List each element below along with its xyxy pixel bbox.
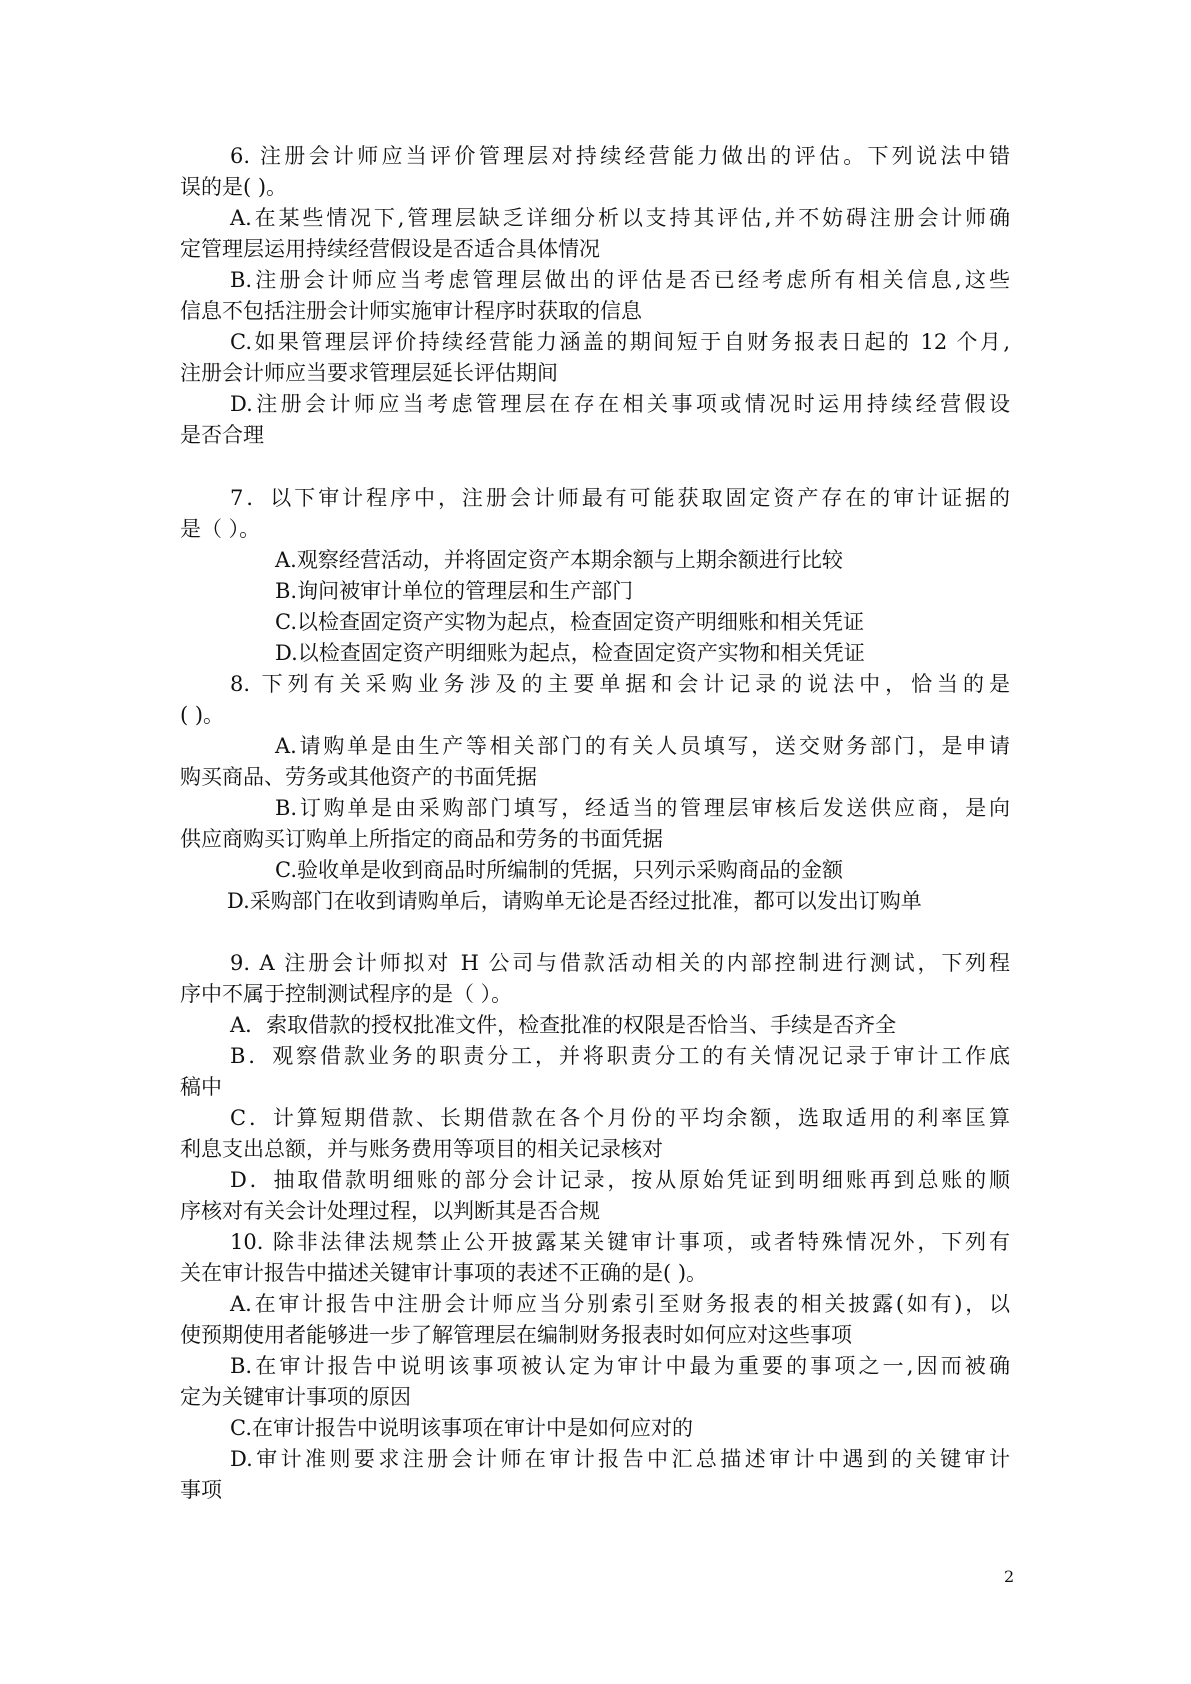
question-7-option-d: D.以检查固定资产明细账为起点，检查固定资产实物和相关凭证 xyxy=(275,641,865,665)
question-6-option-d-line-1: D.注册会计师应当考虑管理层在存在相关事项或情况时运用持续经营假设 xyxy=(230,392,1010,416)
question-7-option-c: C.以检查固定资产实物为起点，检查固定资产明细账和相关凭证 xyxy=(275,610,864,634)
question-9-stem-line-2: 序中不属于控制测试程序的是（ ）。 xyxy=(180,982,513,1006)
question-6-option-c-line-1: C.如果管理层评价持续经营能力涵盖的期间短于自财务报表日起的 12 个月, xyxy=(230,330,1010,354)
question-10-option-c: C.在审计报告中说明该事项在审计中是如何应对的 xyxy=(230,1416,693,1440)
question-8-option-c: C.验收单是收到商品时所编制的凭据，只列示采购商品的金额 xyxy=(275,858,843,882)
question-7-option-b: B.询问被审计单位的管理层和生产部门 xyxy=(275,579,634,603)
question-10-option-b-line-1: B.在审计报告中说明该事项被认定为审计中最为重要的事项之一,因而被确 xyxy=(230,1354,1010,1378)
question-spacer xyxy=(180,917,1010,948)
question-10-option-d-line-2: 事项 xyxy=(180,1478,222,1502)
question-7-stem-line-1: 7．以下审计程序中，注册会计师最有可能获取固定资产存在的审计证据的 xyxy=(230,486,1010,510)
question-10-option-a-line-1: A.在审计报告中注册会计师应当分别索引至财务报表的相关披露(如有)，以 xyxy=(230,1292,1010,1316)
page-content xyxy=(180,141,1010,1506)
question-6 xyxy=(180,141,1010,451)
question-6-option-d-line-2: 是否合理 xyxy=(180,423,264,447)
question-8 xyxy=(180,669,1010,917)
question-9-option-b-line-1: B．观察借款业务的职责分工，并将职责分工的有关情况记录于审计工作底 xyxy=(230,1044,1010,1068)
question-6-option-c-line-2: 注册会计师应当要求管理层延长评估期间 xyxy=(180,361,558,385)
question-6-option-b-line-2: 信息不包括注册会计师实施审计程序时获取的信息 xyxy=(180,299,642,323)
question-8-option-a-line-1: A.请购单是由生产等相关部门的有关人员填写，送交财务部门，是申请 xyxy=(275,734,1010,758)
question-9-option-c-line-2: 利息支出总额，并与账务费用等项目的相关记录核对 xyxy=(180,1137,663,1161)
question-6-option-a-line-1: A.在某些情况下,管理层缺乏详细分析以支持其评估,并不妨碍注册会计师确 xyxy=(230,206,1010,230)
question-10-option-a-line-2: 使预期使用者能够进一步了解管理层在编制财务报表时如何应对这些事项 xyxy=(180,1323,852,1347)
question-9-option-c-line-1: C．计算短期借款、长期借款在各个月份的平均余额，选取适用的利率匡算 xyxy=(230,1106,1010,1130)
question-8-option-b-line-2: 供应商购买订购单上所指定的商品和劳务的书面凭据 xyxy=(180,827,663,851)
question-6-option-a-line-2: 定管理层运用持续经营假设是否适合具体情况 xyxy=(180,237,600,261)
question-6-stem-line-2: 误的是( )。 xyxy=(180,175,288,199)
question-6-stem-line-1: 6. 注册会计师应当评价管理层对持续经营能力做出的评估。下列说法中错 xyxy=(230,144,1010,168)
question-9 xyxy=(180,948,1010,1227)
question-10-stem-line-1: 10. 除非法律法规禁止公开披露某关键审计事项，或者特殊情况外，下列有 xyxy=(230,1230,1010,1254)
question-8-stem-line-1: 8. 下列有关采购业务涉及的主要单据和会计记录的说法中，恰当的是 xyxy=(230,672,1010,696)
question-9-stem-line-1: 9. A 注册会计师拟对 H 公司与借款活动相关的内部控制进行测试，下列程 xyxy=(230,951,1010,975)
question-10-option-b-line-2: 定为关键审计事项的原因 xyxy=(180,1385,411,1409)
question-9-option-a: A．索取借款的授权批准文件，检查批准的权限是否恰当、手续是否齐全 xyxy=(230,1013,897,1037)
page-number: 2 xyxy=(1004,1567,1015,1586)
question-10-option-d-line-1: D.审计准则要求注册会计师在审计报告中汇总描述审计中遇到的关键审计 xyxy=(230,1447,1010,1471)
question-7-option-a: A.观察经营活动，并将固定资产本期余额与上期余额进行比较 xyxy=(275,548,843,572)
question-8-option-d: D.采购部门在收到请购单后，请购单无论是否经过批准，都可以发出订购单 xyxy=(227,889,922,913)
question-6-option-b-line-1: B.注册会计师应当考虑管理层做出的评估是否已经考虑所有相关信息,这些 xyxy=(230,268,1010,292)
question-9-option-b-line-2: 稿中 xyxy=(180,1075,222,1099)
question-8-option-a-line-2: 购买商品、劳务或其他资产的书面凭据 xyxy=(180,765,537,789)
question-spacer xyxy=(180,451,1010,483)
question-7-stem-line-2: 是（ ）。 xyxy=(180,517,261,541)
question-8-stem-line-2: ( )。 xyxy=(180,703,225,727)
question-10 xyxy=(180,1227,1010,1506)
question-10-stem-line-2: 关在审计报告中描述关键审计事项的表述不正确的是( )。 xyxy=(180,1261,708,1285)
question-7 xyxy=(180,483,1010,669)
question-9-option-d-line-2: 序核对有关会计处理过程，以判断其是否合规 xyxy=(180,1199,600,1223)
question-9-option-d-line-1: D．抽取借款明细账的部分会计记录，按从原始凭证到明细账再到总账的顺 xyxy=(230,1168,1010,1192)
question-8-option-b-line-1: B.订购单是由采购部门填写，经适当的管理层审核后发送供应商，是向 xyxy=(275,796,1010,820)
